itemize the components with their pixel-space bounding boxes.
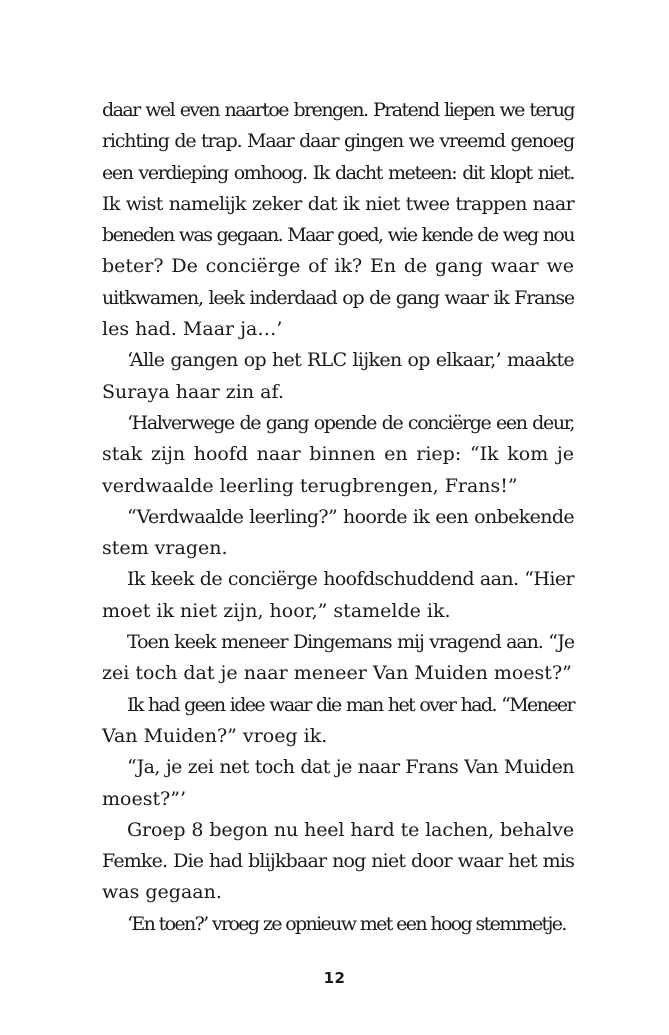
text-line: Femke. Die had blijkbaar nog niet door waar het mis [102,850,574,873]
text-line: stak zijn hoofd naar binnen en riep: “Ik kom je [102,443,574,466]
body-text [102,95,574,940]
paragraph [102,815,574,909]
paragraph [102,690,574,753]
paragraph [102,95,574,345]
text-line: Ik keek de conciërge hoofdschuddend aan. “Hier [127,568,574,591]
paragraph [102,752,574,815]
text-line: Suraya haar zin af. [102,380,284,403]
text-line: zei toch dat je naar meneer Van Muiden moest?” [102,662,572,685]
text-line: daar wel even naartoe brengen. Pratend liepen we terug [102,99,574,121]
text-line: stem vragen. [102,537,228,560]
text-line: beneden was gegaan. Maar goed, wie kende de weg nou [102,224,574,247]
text-line: richting de trap. Maar daar gingen we vreemd genoeg [102,130,574,153]
text-line: uitkwamen, leek inderdaad op de gang waar ik Franse [102,286,574,309]
paragraph [102,408,574,502]
text-line: beter? De conciërge of ik? En de gang waar we [102,255,574,278]
text-line: Van Muiden?” vroeg ik. [102,724,328,747]
text-line: moet ik niet zijn, hoor,” stamelde ik. [102,599,451,622]
paragraph [102,345,574,408]
text-line: verdwaalde leerling terugbrengen, Frans!” [102,474,518,497]
text-line: ‘Alle gangen op het RLC lijken op elkaar,’ maakte [127,349,574,372]
paragraph [102,502,574,565]
text-line: ‘Halverwege de gang opende de conciërge een deur, [127,411,574,434]
text-line: Ik had geen idee waar die man het over had. “Meneer [127,693,574,716]
paragraph [102,627,574,690]
text-line: les had. Maar ja…’ [102,318,283,341]
text-line: moest?”’ [102,787,187,810]
text-line: was gegaan. [102,881,222,904]
text-line: Ik wist namelijk zeker dat ik niet twee trappen naar [102,192,574,215]
paragraph [102,909,574,940]
text-line: Groep 8 begon nu heel hard te lachen, behalve [127,818,574,841]
page-number: 12 [323,969,346,987]
text-line: ‘En toen?’ vroeg ze opnieuw met een hoog stemmetje. [127,912,566,935]
paragraph [102,564,574,627]
text-line: een verdieping omhoog. Ik dacht meteen: dit klopt niet. [102,161,574,184]
text-line: “Ja, je zei net toch dat je naar Frans Van Muiden [127,756,574,779]
text-line: Toen keek meneer Dingemans mij vragend aan. “Je [127,631,574,654]
text-line: “Verdwaalde leerling?” hoorde ik een onbekende [127,505,574,528]
